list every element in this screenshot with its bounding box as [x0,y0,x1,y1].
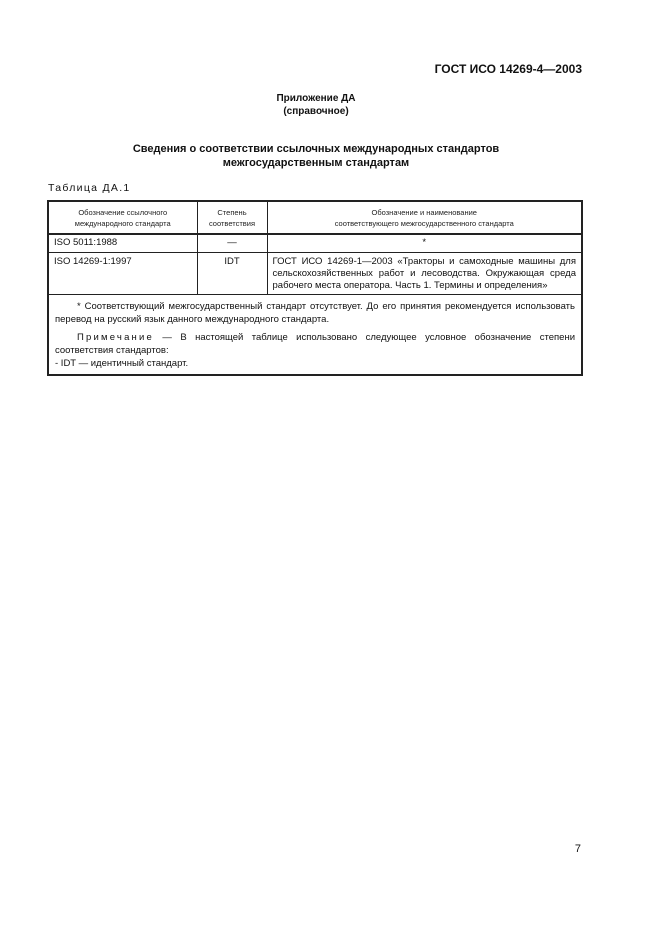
footnote: * Соответствующий межгосударственный стандарт отсутствует. До его принятия рекомендуется использовать перевод на русский язык данного международного стандарта. [55,301,575,325]
section-title [0,142,632,170]
note-item: - IDT — идентичный стандарт. [55,358,189,369]
table-header-row [49,202,581,234]
section-title-line1: Сведения о соответствии ссылочных международных стандартов [132,143,500,155]
section-title-line2: межгосударственным стандартам [222,157,410,169]
header-interstate-standard: Обозначение и наименование соответствующего межгосударственного стандарта [267,202,581,234]
page-number: 7 [574,843,581,855]
cell-standard: ГОСТ ИСО 14269-1—2003 «Тракторы и самоходные машины для сельскохозяйственных работ и лесоводства. Окружающая среда рабочего места оператора. Часть 1. Термины и определения» [267,253,581,295]
note [55,331,575,357]
annex-subtitle: (справочное) [283,106,349,117]
table-row [49,234,581,253]
annex-title: Приложение ДА [276,93,356,104]
cell-standard: * [267,234,581,253]
cell-reference: ISO 5011:1988 [49,234,197,253]
document-code: ГОСТ ИСО 14269-4—2003 [434,62,582,76]
note-text: — В настоящей таблице использовано следующее условное обозначение степени соответствия стандартов: [55,332,575,356]
note-label: Примечание [77,332,154,343]
cell-reference: ISO 14269-1:1997 [49,253,197,295]
table-grid [49,202,581,295]
header-reference-standard: Обозначение ссылочного международного стандарта [49,202,197,234]
annex-heading [0,92,632,118]
cell-degree: — [197,234,267,253]
table-footer [49,295,581,374]
correspondence-table [47,200,583,376]
table-row [49,253,581,295]
cell-degree: IDT [197,253,267,295]
table-caption: Таблица ДА.1 [48,182,131,194]
header-degree: Степень соответствия [197,202,267,234]
